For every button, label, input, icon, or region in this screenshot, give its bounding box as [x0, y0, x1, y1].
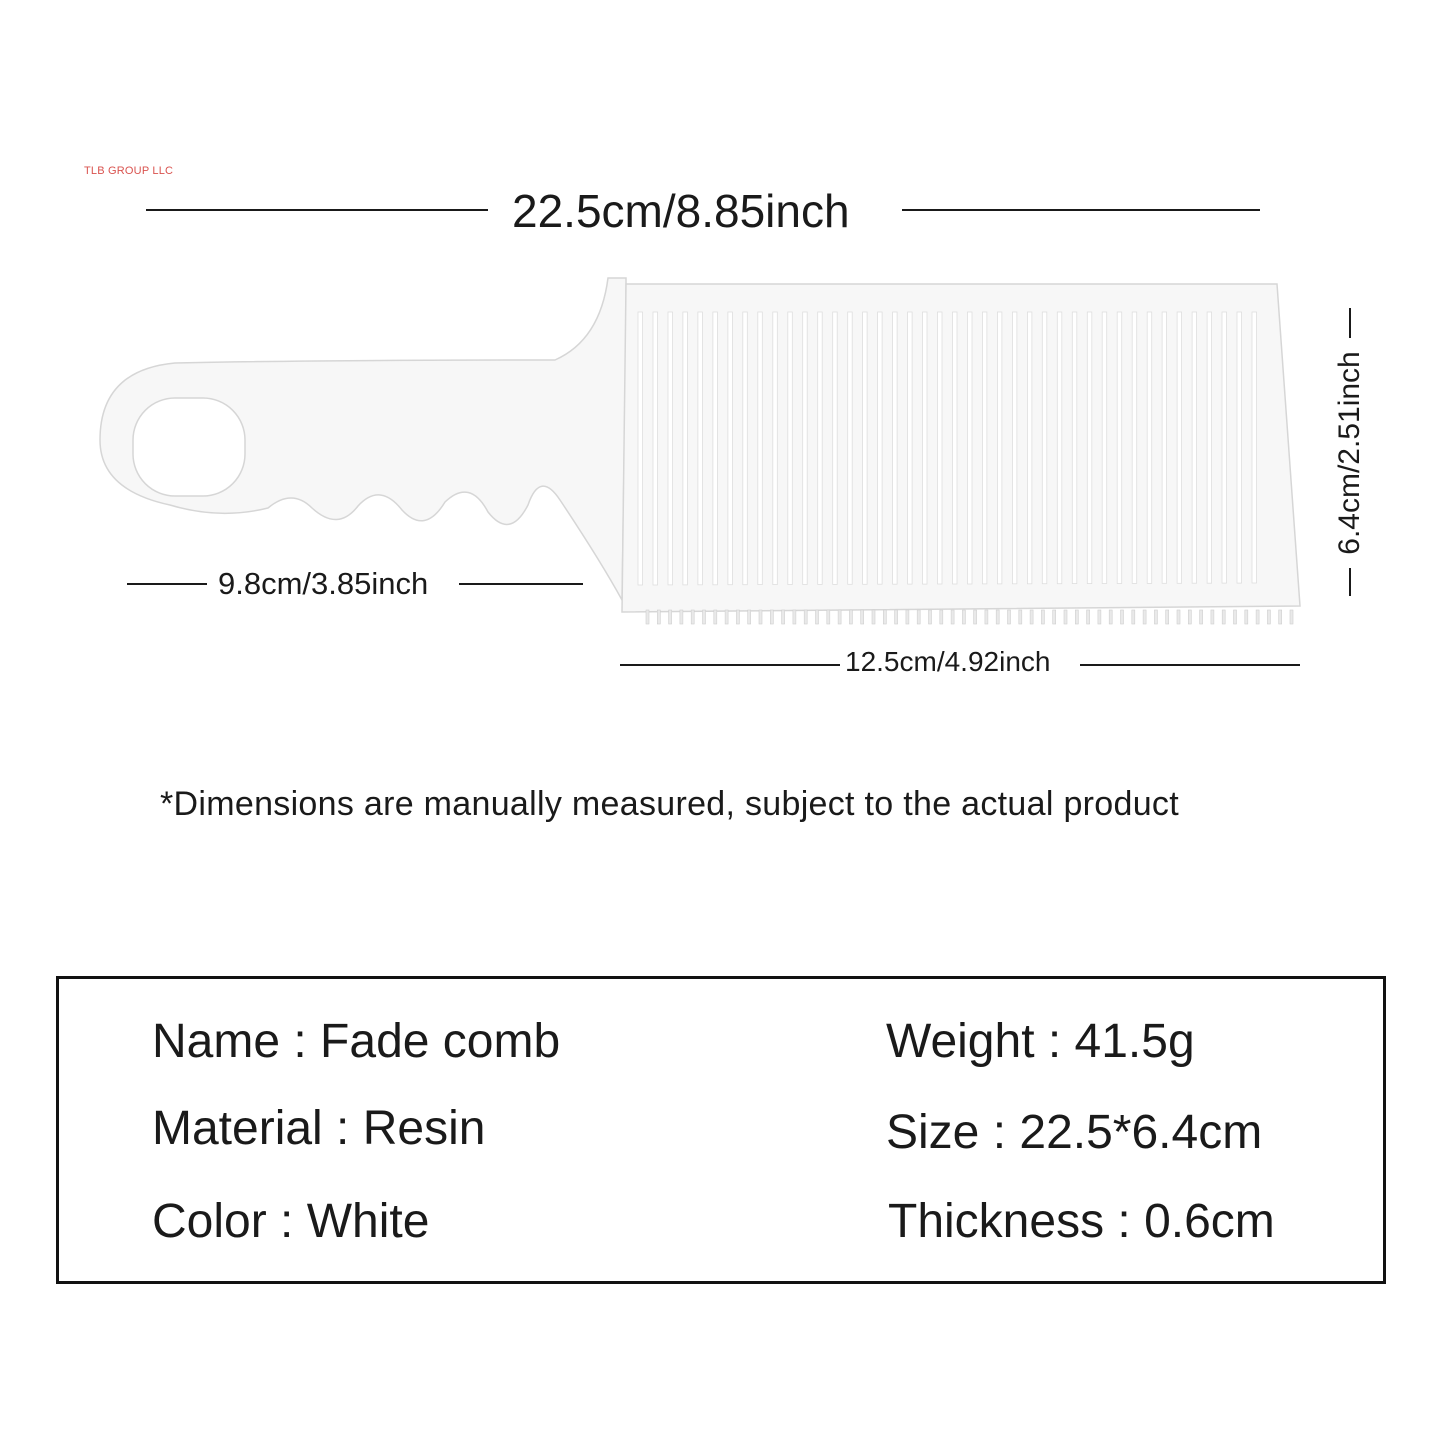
- comb-tooth-tip: [1019, 610, 1022, 624]
- comb-tooth-tip: [1053, 610, 1056, 624]
- spec-color: Color : White: [152, 1195, 430, 1248]
- comb-tooth-tip: [669, 610, 672, 624]
- comb-tooth-tip: [759, 610, 762, 624]
- comb-slot: [1177, 312, 1182, 583]
- comb-tooth-tip: [838, 610, 841, 624]
- comb-slot: [728, 312, 733, 585]
- comb-slot: [743, 312, 748, 585]
- comb-slot: [968, 312, 973, 584]
- comb-tooth-tip: [1222, 610, 1225, 624]
- comb-slot: [1237, 312, 1242, 583]
- comb-tooth-tip: [1290, 610, 1293, 624]
- comb-slot: [1162, 312, 1167, 583]
- comb-slot: [1012, 312, 1017, 584]
- comb-slot: [638, 312, 643, 585]
- comb-handle-hole: [133, 398, 245, 496]
- comb-slot: [997, 312, 1002, 584]
- comb-tooth-tip: [1245, 610, 1248, 624]
- comb-slot: [803, 312, 808, 585]
- comb-tooth-tip: [748, 610, 751, 624]
- comb-tooth-tip: [725, 610, 728, 624]
- comb-tooth-tip: [1132, 610, 1135, 624]
- comb-tooth-tip: [804, 610, 807, 624]
- total-length-label: 22.5cm/8.85inch: [512, 185, 850, 237]
- height-line-bottom: [1349, 568, 1351, 596]
- comb-slot: [1087, 312, 1092, 584]
- teeth-length-label: 12.5cm/4.92inch: [845, 646, 1051, 677]
- comb-slot: [1252, 312, 1257, 583]
- height-label: 6.4cm/2.51inch: [1333, 351, 1366, 555]
- comb-slot: [1117, 312, 1122, 584]
- comb-tooth-tip: [1041, 610, 1044, 624]
- comb-tooth-tip: [1188, 610, 1191, 624]
- comb-tooth-tip: [951, 610, 954, 624]
- comb-slot: [893, 312, 898, 584]
- comb-tooth-tip: [691, 610, 694, 624]
- comb-slot: [1222, 312, 1227, 583]
- comb-slot: [982, 312, 987, 584]
- comb-tooth-tip: [1087, 610, 1090, 624]
- comb-tooth-tip: [1234, 610, 1237, 624]
- comb-slot: [788, 312, 793, 585]
- brand-label: TLB GROUP LLC: [84, 165, 174, 177]
- comb-tooth-tip: [1211, 610, 1214, 624]
- teeth-length-line-right: [1080, 664, 1300, 666]
- comb-tooth-tip: [861, 610, 864, 624]
- comb-tooth-tip: [793, 610, 796, 624]
- comb-tooth-tip: [782, 610, 785, 624]
- comb-tooth-tip: [1064, 610, 1067, 624]
- comb-tooth-tip: [962, 610, 965, 624]
- spec-name: Name : Fade comb: [152, 1015, 561, 1068]
- comb-slot: [668, 312, 673, 585]
- comb-slot: [908, 312, 913, 584]
- comb-tooth-tip: [929, 610, 932, 624]
- comb-slot: [818, 312, 823, 584]
- comb-tooth-tip: [736, 610, 739, 624]
- handle-length-label: 9.8cm/3.85inch: [218, 566, 429, 601]
- comb-tooth-tip: [816, 610, 819, 624]
- comb-slot: [1072, 312, 1077, 584]
- comb-slot: [878, 312, 883, 584]
- spec-weight: Weight : 41.5g: [886, 1015, 1195, 1068]
- comb-slot: [1057, 312, 1062, 584]
- comb-slot: [773, 312, 778, 585]
- comb-slot: [1102, 312, 1107, 584]
- comb-slot: [1192, 312, 1197, 583]
- comb-tooth-tip: [895, 610, 898, 624]
- comb-tooth-tip: [985, 610, 988, 624]
- comb-tooth-tip: [827, 610, 830, 624]
- comb-tooth-tip: [1200, 610, 1203, 624]
- comb-slot: [863, 312, 868, 584]
- comb-tooth-tip: [770, 610, 773, 624]
- comb-slot: [953, 312, 958, 584]
- comb-tooth-tip: [974, 610, 977, 624]
- comb-tooth-tip: [1143, 610, 1146, 624]
- comb-tooth-tip: [849, 610, 852, 624]
- comb-tooth-tip: [1109, 610, 1112, 624]
- comb-tooth-tip: [1166, 610, 1169, 624]
- comb-slot: [848, 312, 853, 584]
- comb-slot: [833, 312, 838, 584]
- comb-slot: [683, 312, 688, 585]
- spec-material: Material : Resin: [152, 1102, 486, 1155]
- handle-length-line-left: [127, 583, 207, 585]
- comb-slot: [653, 312, 658, 585]
- comb-slot: [938, 312, 943, 584]
- comb-tooth-tip: [1267, 610, 1270, 624]
- comb-slot: [713, 312, 718, 585]
- comb-slot: [1132, 312, 1137, 583]
- comb-icon: [0, 0, 1445, 700]
- comb-tooth-tip: [1177, 610, 1180, 624]
- comb-tooth-tip: [703, 610, 706, 624]
- disclaimer-note: *Dimensions are manually measured, subject to the actual product: [160, 785, 1179, 823]
- comb-tooth-tip: [1121, 610, 1124, 624]
- comb-slot: [1042, 312, 1047, 584]
- teeth-length-line-left: [620, 664, 840, 666]
- comb-slot: [1207, 312, 1212, 583]
- comb-slot: [698, 312, 703, 585]
- comb-tooth-tip: [1154, 610, 1157, 624]
- comb-tooth-tip: [657, 610, 660, 624]
- comb-tooth-tip: [883, 610, 886, 624]
- comb-slot: [1027, 312, 1032, 584]
- comb-tooth-tip: [680, 610, 683, 624]
- handle-length-line-right: [459, 583, 583, 585]
- comb-tooth-tip: [1098, 610, 1101, 624]
- comb-tooth-tip: [714, 610, 717, 624]
- comb-tooth-tip: [872, 610, 875, 624]
- comb-slot: [758, 312, 763, 585]
- comb-tooth-tip: [917, 610, 920, 624]
- comb-tooth-tip: [1075, 610, 1078, 624]
- comb-tooth-tip: [1030, 610, 1033, 624]
- comb-tooth-tip: [940, 610, 943, 624]
- spec-size: Size : 22.5*6.4cm: [886, 1106, 1263, 1159]
- comb-tooth-tip: [996, 610, 999, 624]
- comb-tooth-tip: [1008, 610, 1011, 624]
- height-line-top: [1349, 308, 1351, 338]
- comb-tooth-tip: [1256, 610, 1259, 624]
- spec-thickness: Thickness : 0.6cm: [888, 1195, 1275, 1248]
- comb-slot: [1147, 312, 1152, 583]
- comb-tooth-tip: [1279, 610, 1282, 624]
- comb-body: [622, 284, 1300, 612]
- comb-tooth-tip: [906, 610, 909, 624]
- comb-tooth-tip: [646, 610, 649, 624]
- comb-slot: [923, 312, 928, 584]
